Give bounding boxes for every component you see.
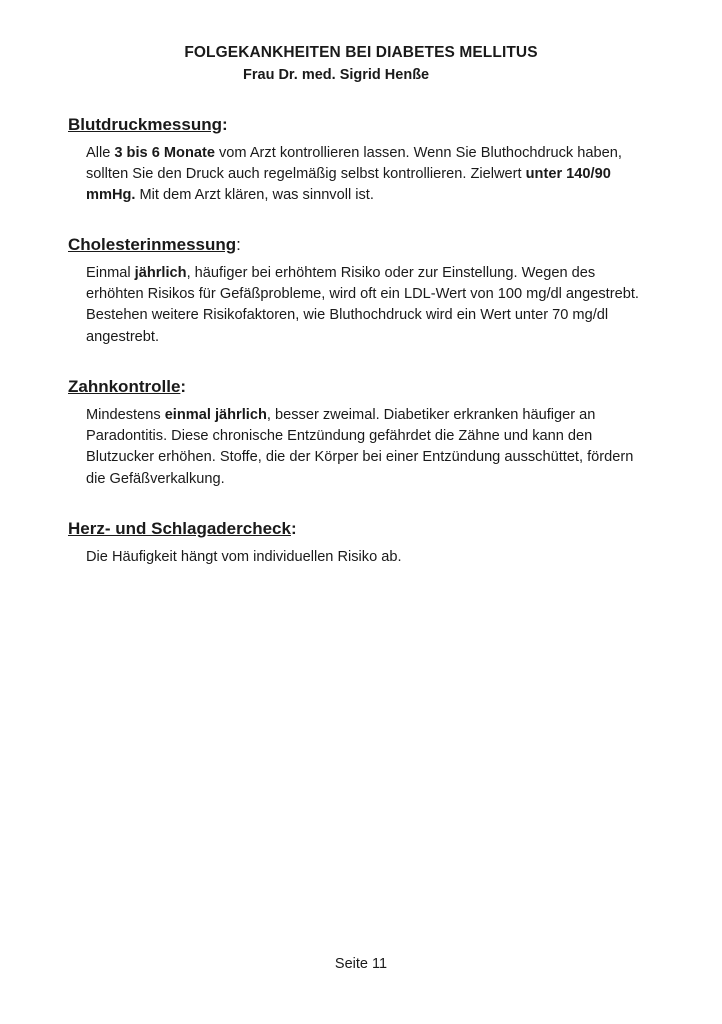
paragraph-text: Mindestens (86, 407, 165, 423)
section-zahnkontrolle (68, 376, 658, 490)
section-heading-text: Blutdruckmessung (68, 115, 222, 134)
page-number: Seite 11 (334, 956, 388, 972)
section-paragraph (86, 263, 656, 348)
section-heading-colon: : (180, 377, 187, 396)
section-heading (68, 376, 658, 398)
section-cholesterinmessung (68, 234, 658, 348)
section-paragraph (86, 143, 656, 207)
paragraph-text: , häufiger bei erhöhtem Risiko oder zur Einstellung. Wegen des erhöhten Risikos für Gefäßprobleme, wird oft ein LDL-Wert von 100 mg/dl angestrebt. Bestehen weitere Risikofaktoren, wie Bluthochdruck wird ein Wert unter 70 mg/dl angestrebt. (86, 265, 639, 345)
emphasized-text: jährlich (134, 265, 187, 281)
section-heading-colon: : (290, 519, 297, 538)
paragraph-text: Mit dem Arzt klären, was sinnvoll ist. (135, 187, 374, 204)
emphasized-text: 3 bis 6 Monate (114, 145, 215, 161)
emphasized-text: unter 140/90 mmHg. (86, 166, 611, 204)
paragraph-text: Einmal (86, 265, 135, 281)
section-heading (68, 114, 658, 136)
section-heading-colon: : (236, 235, 241, 254)
section-heading (68, 234, 658, 256)
document-author: Frau Dr. med. Sigrid Henße (243, 67, 430, 83)
paragraph-text: , besser zweimal. Diabetiker erkranken häufiger an Paradontitis. Diese chronische Entzündung gefährdet die Zähne und kann den Blutzucker erhöhen. Stoffe, die der Körper bei einer Entzündung ausschüttet, fördern die Gefäßverkalkung. (86, 407, 634, 487)
section-heading (68, 518, 658, 540)
section-heading-text: Herz- und Schlagadercheck (68, 519, 291, 538)
paragraph-text: vom Arzt kontrollieren lassen. Wenn Sie Bluthochdruck haben, sollten Sie den Druck auch regelmäßig selbst kontrollieren. Zielwert (86, 145, 622, 183)
document-title: FOLGEKANKHEITEN BEI DIABETES MELLITUS (184, 44, 538, 61)
section-paragraph (86, 547, 656, 568)
section-blutdruckmessung (68, 114, 658, 207)
emphasized-text: einmal jährlich (164, 407, 267, 423)
paragraph-text: Die Häufigkeit hängt vom individuellen Risiko ab. (86, 549, 402, 565)
section-heading-colon: : (221, 115, 228, 134)
section-paragraph (86, 405, 656, 490)
paragraph-text: Alle (86, 145, 115, 161)
section-heading-text: Zahnkontrolle (68, 377, 181, 396)
section-herz-schlagadercheck (68, 518, 658, 568)
section-heading-text: Cholesterinmessung (68, 235, 237, 254)
